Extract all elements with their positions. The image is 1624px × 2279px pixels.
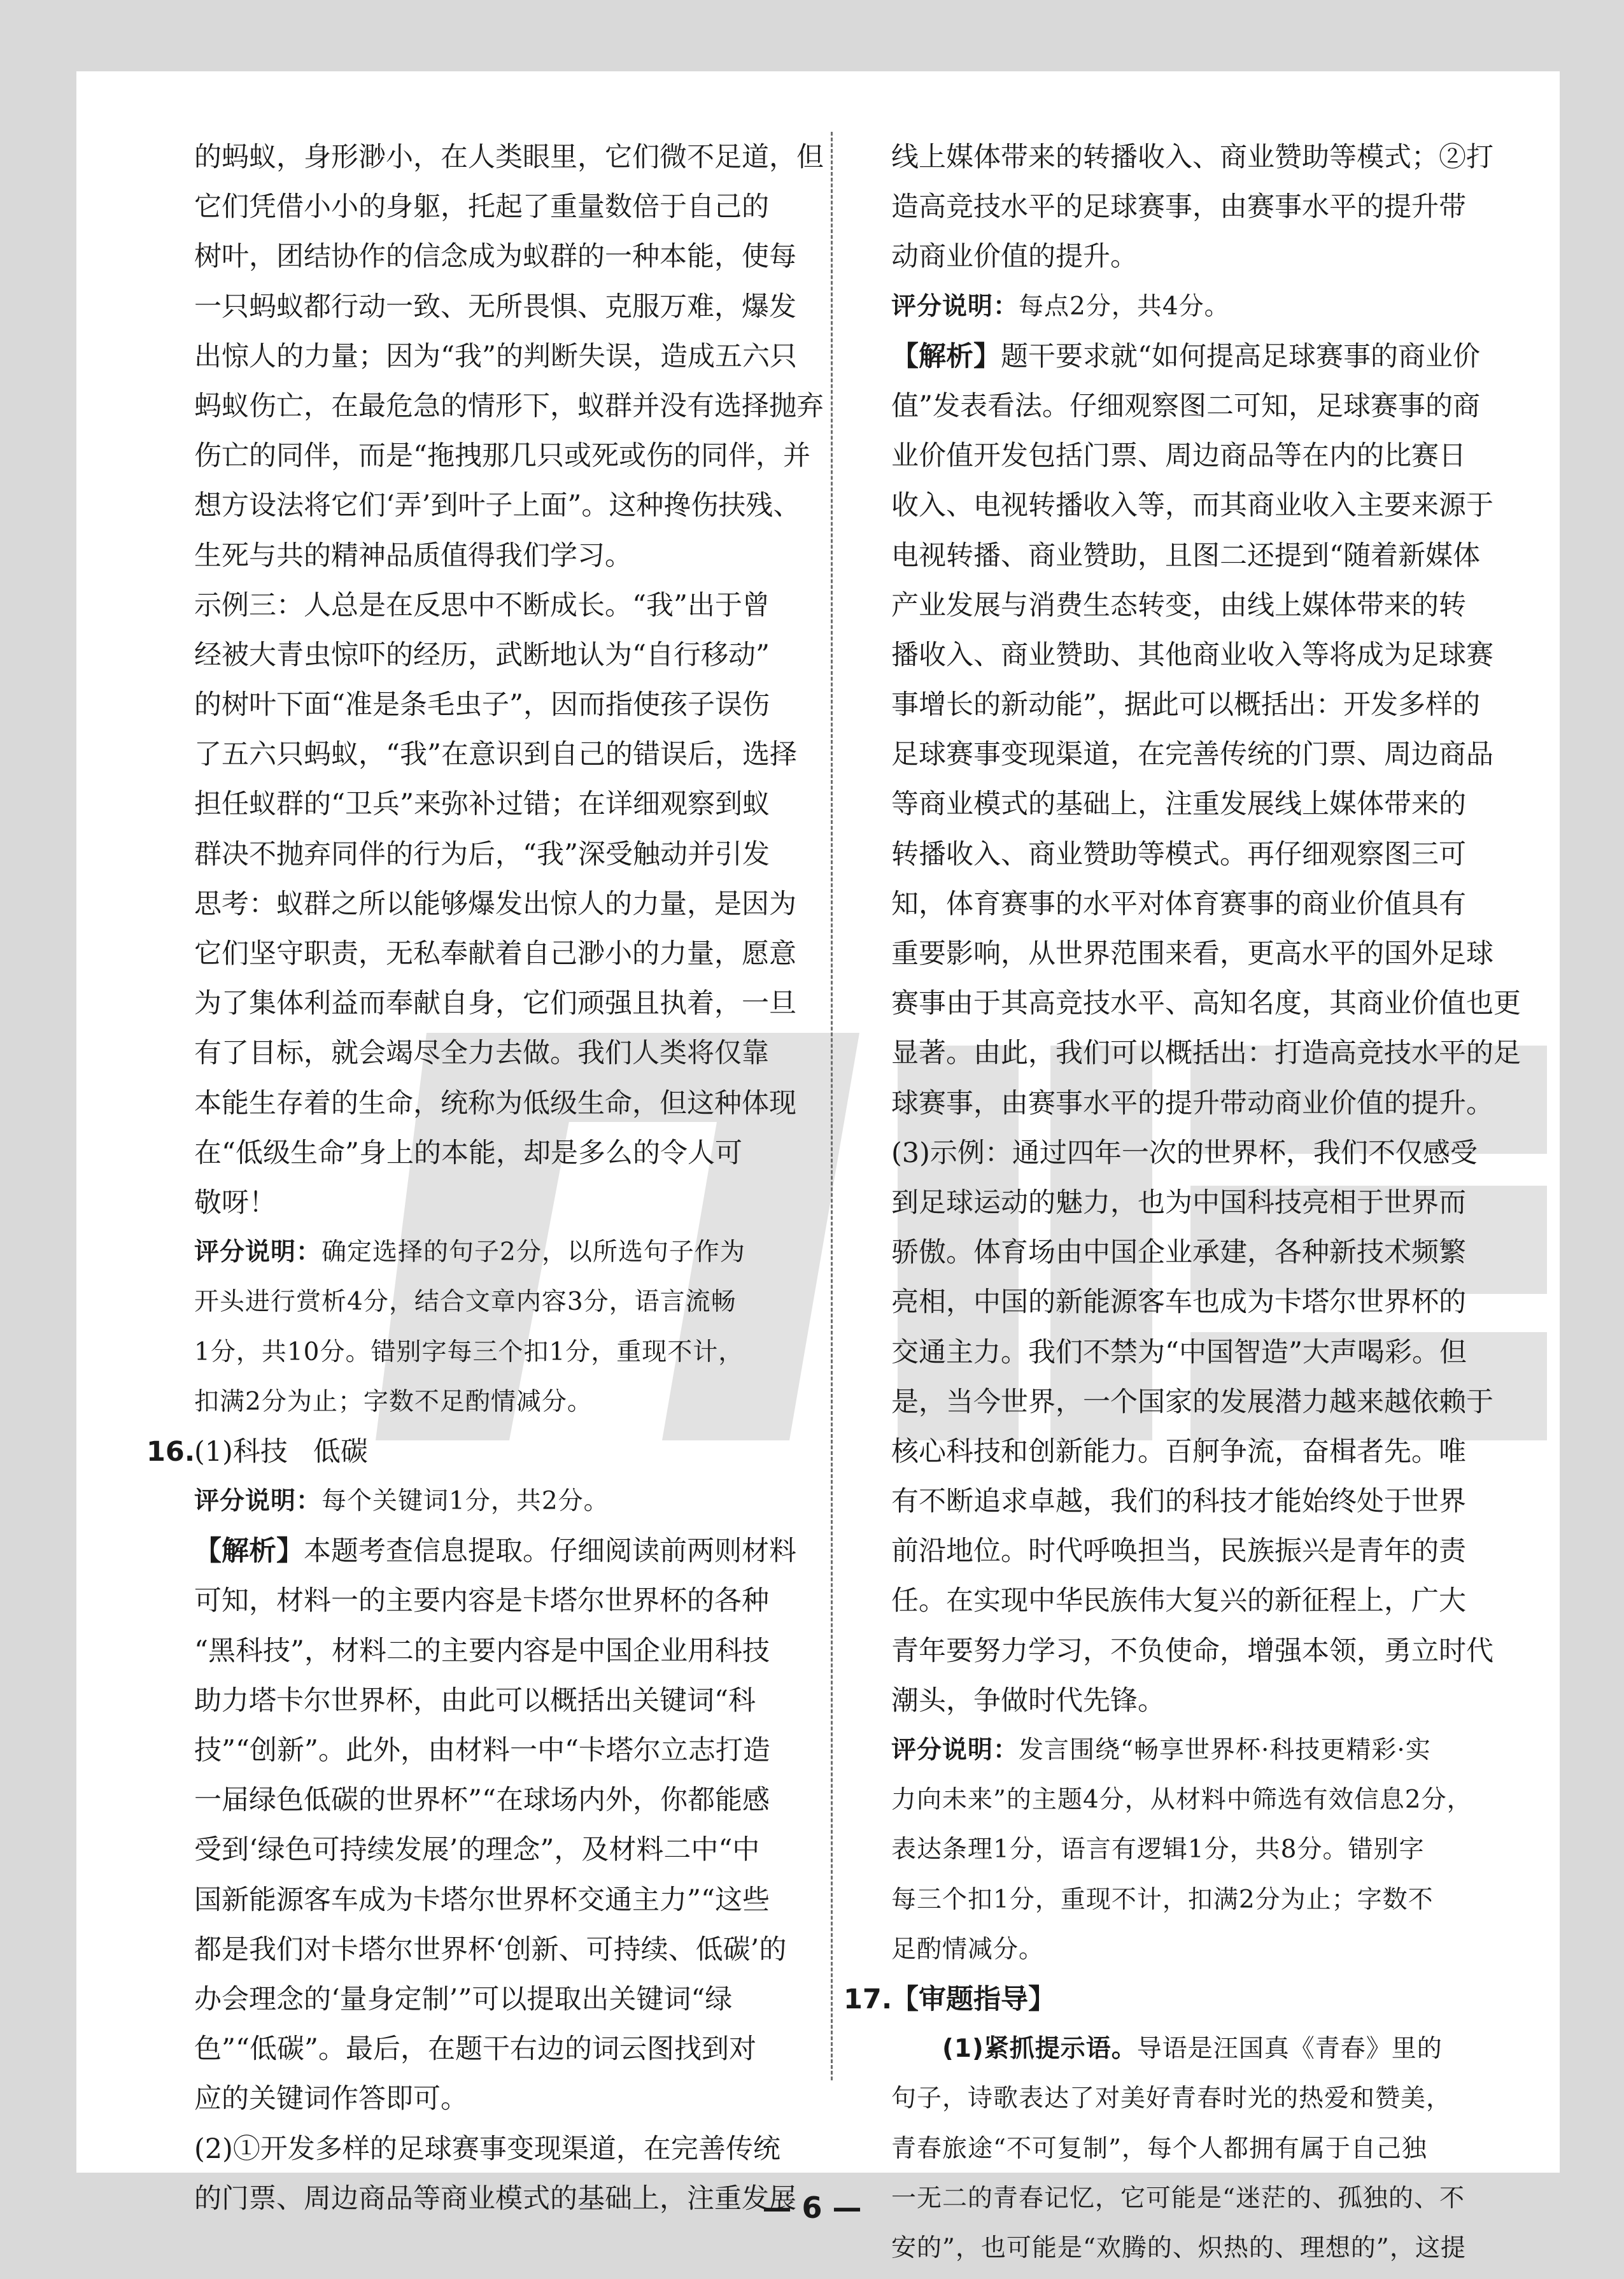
text-line: 敬呀！: [194, 1186, 276, 1219]
scoring-note-line: 开头进行赏析4分，结合文章内容3分，语言流畅: [194, 1288, 737, 1317]
text-line: 重要影响，从世界范围来看，更高水平的国外足球: [891, 938, 1493, 970]
text-line: 生死与共的精神品质值得我们学习。: [194, 539, 632, 572]
analysis-line: [891, 332, 1490, 381]
text-line: 经被大青虫惊吓的经历，武断地认为“自行移动”: [194, 639, 770, 671]
guidance-line: 安的”，也可能是“欢腾的、炽热的、理想的”，这提: [891, 2233, 1466, 2262]
text-line: 色”“低碳”。最后，在题干右边的词云图找到对: [194, 2033, 756, 2066]
scoring-text: 确定选择的句子2分，以所选句子作为: [321, 1238, 745, 1267]
text-line: 前沿地位。时代呼唤担当，民族振兴是青年的责: [891, 1535, 1466, 1568]
text-line: 在“低级生命”身上的本能，却是多么的令人可: [194, 1137, 742, 1169]
text-line: 任。在实现中华民族伟大复兴的新征程上，广大: [891, 1585, 1466, 1617]
text-line: 伤亡的同伴，而是“拖拽那几只或死或伤的同伴，并: [194, 440, 810, 472]
text-line: 一届绿色低碳的世界杯”“在球场内外，你都能感: [194, 1784, 770, 1817]
guidance-line: 一无二的青春记忆，它可能是“迷茫的、孤独的、不: [891, 2183, 1465, 2213]
column-divider: [831, 132, 833, 2080]
text-line: 青年要努力学习，不负使命，增强本领，勇立时代: [891, 1635, 1493, 1667]
text-line: 赛事由于其高竞技水平、高知名度，其商业价值也更: [891, 988, 1521, 1020]
text-line: 电视转播、商业赞助，且图二还提到“随着新媒体: [891, 539, 1480, 572]
text-line: 的门票、周边商品等商业模式的基础上，注重发展: [194, 2182, 796, 2215]
scoring-note-line: 力向未来”的主题4分，从材料中筛选有效信息2分，: [891, 1786, 1472, 1815]
analysis-line: [194, 1526, 796, 1576]
guidance-sub-label: (1)紧抓提示语。: [942, 2034, 1137, 2064]
question-number: 16.: [146, 1435, 195, 1468]
text-line: 核心科技和创新能力。百舸争流，奋楫者先。唯: [891, 1435, 1466, 1468]
analysis-text: 本题考查信息提取。仔细阅读前两则材料: [304, 1535, 796, 1568]
guidance-line: [891, 2024, 1490, 2074]
text-line: 球赛事，由赛事水平的提升带动商业价值的提升。: [891, 1087, 1493, 1119]
text-line: 为了集体利益而奉献自身，它们顽强且执着，一旦: [194, 988, 796, 1020]
text-line: 本能生存着的生命，统称为低级生命，但这种体现: [194, 1087, 796, 1119]
text-line: 想方设法将它们‘弄’到叶子上面”。这种搀伤扶残、: [194, 490, 801, 522]
text-line: 群决不抛弃同伴的行为后，“我”深受触动并引发: [194, 838, 770, 870]
text-line: 值”发表看法。仔细观察图二可知，足球赛事的商: [891, 390, 1480, 422]
text-line: 足球赛事变现渠道，在完善传统的门票、周边商品: [891, 739, 1493, 771]
analysis-label: 【解析】: [194, 1535, 304, 1568]
scoring-label: 评分说明：: [891, 1736, 1019, 1764]
text-line: 造高竞技水平的足球赛事，由赛事水平的提升带: [891, 191, 1466, 224]
text-line: 转播收入、商业赞助等模式。再仔细观察图三可: [891, 838, 1466, 870]
text-line: 示例三：人总是在反思中不断成长。“我”出于曾: [194, 589, 770, 621]
answer-text: 低碳: [313, 1435, 368, 1468]
text-line: 的树叶下面“准是条毛虫子”，因而指使孩子误伤: [194, 689, 770, 721]
scoring-note-line: 1分，共10分。错别字每三个扣1分，重现不计，: [194, 1337, 744, 1367]
page-sheet: [76, 71, 1560, 2262]
scoring-note-line: [194, 1477, 793, 1526]
text-line: 办会理念的‘量身定制’”可以提取出关键词“绿: [194, 1983, 733, 2015]
scoring-note-line: 表达条理1分，语言有逻辑1分，共8分。错别字: [891, 1835, 1425, 1864]
guidance-text: 导语是汪国真《青春》里的: [1136, 2034, 1443, 2064]
scoring-note-line: 扣满2分为止；字数不足酌情减分。: [194, 1387, 593, 1416]
text-line: 是，当今世界，一个国家的发展潜力越来越依赖于: [891, 1386, 1493, 1418]
scoring-note-line: 足酌情减分。: [891, 1935, 1045, 1964]
guidance-line: 句子，诗歌表达了对美好青春时光的热爱和赞美，: [891, 2084, 1452, 2113]
text-line: 业价值开发包括门票、周边商品等在内的比赛日: [891, 440, 1466, 472]
text-line: 助力塔卡尔世界杯，由此可以概括出关键词“科: [194, 1684, 756, 1717]
text-line: 亮相，中国的新能源客车也成为卡塔尔世界杯的: [891, 1286, 1466, 1319]
text-line: 产业发展与消费生态转变，由线上媒体带来的转: [891, 589, 1466, 621]
scoring-note-line: [194, 1228, 793, 1277]
scoring-text: 每点2分，共4分。: [1019, 292, 1230, 321]
text-line: 可知，材料一的主要内容是卡塔尔世界杯的各种: [194, 1585, 769, 1617]
page-number: — 6 —: [762, 2190, 862, 2225]
text-line: 动商业价值的提升。: [891, 241, 1138, 273]
text-line: 担任蚁群的“卫兵”来弥补过错；在详细观察到蚁: [194, 788, 770, 821]
analysis-text: 题干要求就“如何提高足球赛事的商业价: [1001, 340, 1480, 373]
scoring-label: 评分说明：: [891, 292, 1019, 321]
text-line: 思考：蚁群之所以能够爆发出惊人的力量，是因为: [194, 888, 796, 920]
text-line: 应的关键词作答即可。: [194, 2083, 468, 2115]
text-line: 树叶，团结协作的信念成为蚁群的一种本能，使每: [194, 241, 796, 273]
text-line: 都是我们对卡塔尔世界杯‘创新、可持续、低碳’的: [194, 1933, 787, 1966]
text-line: (3)示例：通过四年一次的世界杯，我们不仅感受: [891, 1137, 1478, 1169]
text-line: (2)①开发多样的足球赛事变现渠道，在完善传统: [194, 2133, 780, 2165]
text-line: 事增长的新动能”，据此可以概括出：开发多样的: [891, 689, 1480, 721]
text-line: 知，体育赛事的水平对体育赛事的商业价值具有: [891, 888, 1466, 920]
scoring-note-line: [891, 1726, 1490, 1775]
text-line: 受到‘绿色可持续发展’的理念”，及材料二中“中: [194, 1834, 760, 1866]
text-line: 等商业模式的基础上，注重发展线上媒体带来的: [891, 788, 1466, 821]
text-line: 线上媒体带来的转播收入、商业赞助等模式；②打: [891, 141, 1493, 173]
analysis-label: 【解析】: [891, 340, 1001, 373]
text-line: “黑科技”，材料二的主要内容是中国企业用科技: [194, 1635, 770, 1667]
text-line: 了五六只蚂蚁，“我”在意识到自己的错误后，选择: [194, 739, 797, 771]
left-column: [146, 132, 824, 2224]
text-line: 蚂蚁伤亡，在最危急的情形下，蚁群并没有选择抛弃: [194, 390, 824, 422]
scoring-note-line: 每三个扣1分，重现不计，扣满2分为止；字数不: [891, 1885, 1434, 1914]
question-17-heading: [844, 1975, 1490, 2024]
scoring-text: 发言围绕“畅享世界杯·科技更精彩·实: [1019, 1736, 1431, 1764]
section-heading: 【审题指导】: [891, 1983, 1056, 2015]
text-line: 有了目标，就会竭尽全力去做。我们人类将仅靠: [194, 1037, 769, 1070]
question-16-answer: [146, 1427, 793, 1477]
scoring-label: 评分说明：: [194, 1238, 322, 1267]
text-line: 出惊人的力量；因为“我”的判断失误，造成五六只: [194, 340, 797, 373]
text-line: 播收入、商业赞助、其他商业收入等将成为足球赛: [891, 639, 1493, 671]
text-line: 潮头，争做时代先锋。: [891, 1684, 1165, 1717]
answer-text: (1)科技: [194, 1435, 288, 1468]
text-line: 显著。由此，我们可以概括出：打造高竞技水平的足: [891, 1037, 1521, 1070]
text-line: 国新能源客车成为卡塔尔世界杯交通主力”“这些: [194, 1884, 770, 1916]
scoring-label: 评分说明：: [194, 1487, 322, 1516]
text-line: 一只蚂蚁都行动一致、无所畏惧、克服万难，爆发: [194, 290, 796, 323]
question-number: 17.: [844, 1983, 893, 2015]
text-line: 的蚂蚁，身形渺小，在人类眼里，它们微不足道，但: [194, 141, 824, 173]
text-line: 它们凭借小小的身躯，托起了重量数倍于自己的: [194, 191, 769, 224]
text-line: 到足球运动的魅力，也为中国科技亮相于世界而: [891, 1186, 1466, 1219]
text-line: 收入、电视转播收入等，而其商业收入主要来源于: [891, 490, 1493, 522]
text-line: 交通主力。我们不禁为“中国智造”大声喝彩。但: [891, 1336, 1467, 1368]
scoring-text: 每个关键词1分，共2分。: [321, 1487, 609, 1516]
text-line: 技”“创新”。此外，由材料一中“卡塔尔立志打造: [194, 1735, 770, 1766]
text-line: 骄傲。体育场由中国企业承建，各种新技术频繁: [891, 1237, 1466, 1269]
guidance-line: 青春旅途“不可复制”，每个人都拥有属于自己独: [891, 2134, 1427, 2163]
right-column: [844, 132, 1521, 2273]
scoring-note-line: [891, 282, 1490, 332]
text-line: 它们坚守职责，无私奉献着自己渺小的力量，愿意: [194, 938, 796, 970]
text-line: 有不断追求卓越，我们的科技才能始终处于世界: [891, 1486, 1466, 1518]
